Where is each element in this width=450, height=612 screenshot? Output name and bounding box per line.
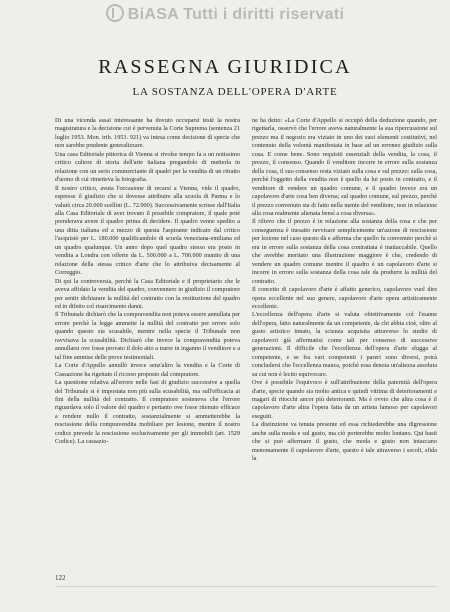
- article-subtitle: LA SOSTANZA DELL'OPERA D'ARTE: [132, 86, 338, 98]
- paragraph: La distinzione va tenuta presente ed essa richiederebbe una digressione anche sulla moda e sul gusto, ma ciò porterebbe molto lontano. Qui basti che si può affermare il gusto, che moda e gusto non intaccano menomamente il capolavoro d'arte, questo è tale attraverso i secoli, sfida la: [252, 421, 437, 463]
- article-header: [0, 56, 450, 99]
- paragraph: Il rilievo che il prezzo è in relazione alla sostanza della cosa e che per conseguenza è inesatto ravvisare semplicemente un'azione di rescissione per lesione nel caso questo dà e afferma che quello fu convenuto perchè si era in errore sulla sostanza della cosa contrattata è inattaccabile. Quello che avrebbe meritato una illustrazione maggiore è che, credendo di vendere un quadro comune mentre il quadro è un capolavoro d'arte si incorre in errore sulla sostanza della cosa tale da produrre la nullità del contratto.: [252, 218, 437, 285]
- paragraph: La questione relativa all'errore nelle fasi di giudizio successive a quella del Tribunale si è impostata non più sulla scusabilità, ma sull'efficacia ai fini della nullità del contratto. Il compratore sosteneva che l'errore riguardava solo il valore del quadro e pertanto ove fosse ritenuto efficace a rendere nullo il contratto, sostanzialmente si ammetterebbe la rescissione della compravendita mobiliare per lesione, mentre il nostro codice prevede la rescissione esclusivamente per gli immobili (art. 1529 Codice). La cassazio-: [55, 379, 240, 446]
- watermark-text: BiASA Tutti i diritti riservati: [127, 6, 345, 23]
- watermark: [0, 4, 450, 22]
- bottom-divider: [55, 586, 437, 587]
- paragraph: La Corte d'Appello annullò invece senz'altro la vendita e la Corte di Cassazione ha rigettato il ricorso proposto dal compratore.: [55, 362, 240, 378]
- paragraph: Ove è possibile l'equivoco è sull'attribuzione della paternità dell'opera d'arte, specie quando sia molto antica e quindi vittima di deterioramenti e magari di ritocchi ancor più deterioranti. Ma è ovvio che altra cosa è il capolavoro d'arte altra l'opera fatta da un artista famoso per capolavori eseguiti.: [252, 379, 437, 420]
- paragraph: Il concetto di capolavoro d'arte è affatto generico, capolavoro vuol dire opera eccellente nel suo genere, capolavoro d'arte opera artisticamente eccellente.: [252, 286, 437, 310]
- paragraph: ne ha detto: «La Corte d'Appello si occupò della deduzione quando, per rigettarla, osservò che l'errore aveva naturalmente la sua ripercussione sul prezzo ma il negozio era viziato in uno dei suoi elementi costitutivi, nel contenuto della volontà manifestata in base ad un erroneo giudizio sulla cosa. E come bene. Sono requisiti essenziali della vendita, la cosa, il prezzo, il consenso. Quando il venditore incorre in errore sulla sostanza della cosa, il suo consenso resta viziato sulla cosa e sul prezzo: sulla cosa, perchè l'oggetto della vendita non è quello da lui posto in contratto, e il venditore di vendere un quadro comune, e il quadro invece era un capolavoro d'arte cosa ben diversa; sul quadro comune, sul prezzo, perchè il prezzo convenuto sta di fatto nella mente del venditore, non in relazione alla cosa realmente alienata bensì a cosa diversa».: [252, 117, 437, 217]
- biasa-logo-icon: [106, 4, 124, 22]
- right-column: [252, 117, 437, 579]
- paragraph: L'eccellenza dell'opera d'arte si valuta obiettivamente col l'esame dell'opera, fatto naturalmente da un competente, da chi abbia cioè, oltre al gusto artistico innato, la scienza acquisita attraverso lo studio di capolavori già affermatisi come tali per consenso di successive generazioni. Il difficile che l'eccellenza dell'opera d'arte sfugga al competente, e se fra vari competenti i pareri sono diversi, potrà concludersi che l'eccellenza manca, poichè essa denota un'altezza assoluta su cui non è lecito equivocare.: [252, 311, 437, 378]
- paragraph: Di qui la controversia, perchè la Casa Editoriale e il proprietario che le aveva affidato la vendita del quadro, convennero in giudizio il compratore per sentir dichiarare la nullità del contratto con la restituzione del quadro ed in difetto col risarcimento danni.: [55, 277, 240, 310]
- paragraph: Il nostro critico, avuta l'occasione di recarsi a Vienna, vide il quadro, espresse il giudizio che si dovesse attribuire alla scuola di Parma e lo valutò circa 20.000 scellini (L. 72.000). Successivamente scrisse dall'Italia alla Casa Editoriale di aver trovato il possibile compratore, il quale potè prenderava avere il quadro prima di decidere. Il quadro venne spedito a una ditta italiana ed a mezzo di questa l'aspirante indicato dal critico l'acquistò per L. 180.000 qualificandolo di scuola veneziana-emiliana ed un quadro qualunque. Un anno dopo quel quadro stesso era posto in vendita a Londra con offerte da L. 500.000 a L. 700.000 munito di una relazione della stessa critico d'arte che lo attribuiva decisamente al Correggio.: [55, 184, 240, 277]
- paragraph: Il Tribunale dichiarò che la compravendita non poteva essere annullata per errore perchè la legge ammette la nullità del contratto per errore solo quando questo sia scusabile, mentre nella specie il Tribunale non ravvisava la scusabilità. Dichiarò che invece la compravendita poteva annullarsi ove fosse provato il dolo atto a trarre in inganno il venditore e a tal fine ammise delle prove testimoniali.: [55, 311, 240, 361]
- page-title: RASSEGNA GIURIDICA: [98, 56, 352, 78]
- page-number: 122: [55, 574, 66, 582]
- article-body: [55, 117, 437, 579]
- paragraph: Di una vicenda assai interessante ha dovuto occuparsi testè la nostra magistratura e la decisione cui è pervenuta la Corte Suprema (sentenza 21 luglio 1953. Mon. trib. 1953. 921) va intesa come decisione di specie che non sarebbe prudente generalizzare.: [55, 117, 240, 150]
- left-column: [55, 117, 240, 579]
- paragraph: Una casa Editoriale pittorica di Vienna si rivolse tempo fa a un notissimo critico cultore di storia dell'arte italiana pregandolo di metterla in relazione con un serio commerciante di quadri per la vendita di un ritratto d'uomo di cui rimetteva la fotografia.: [55, 150, 240, 184]
